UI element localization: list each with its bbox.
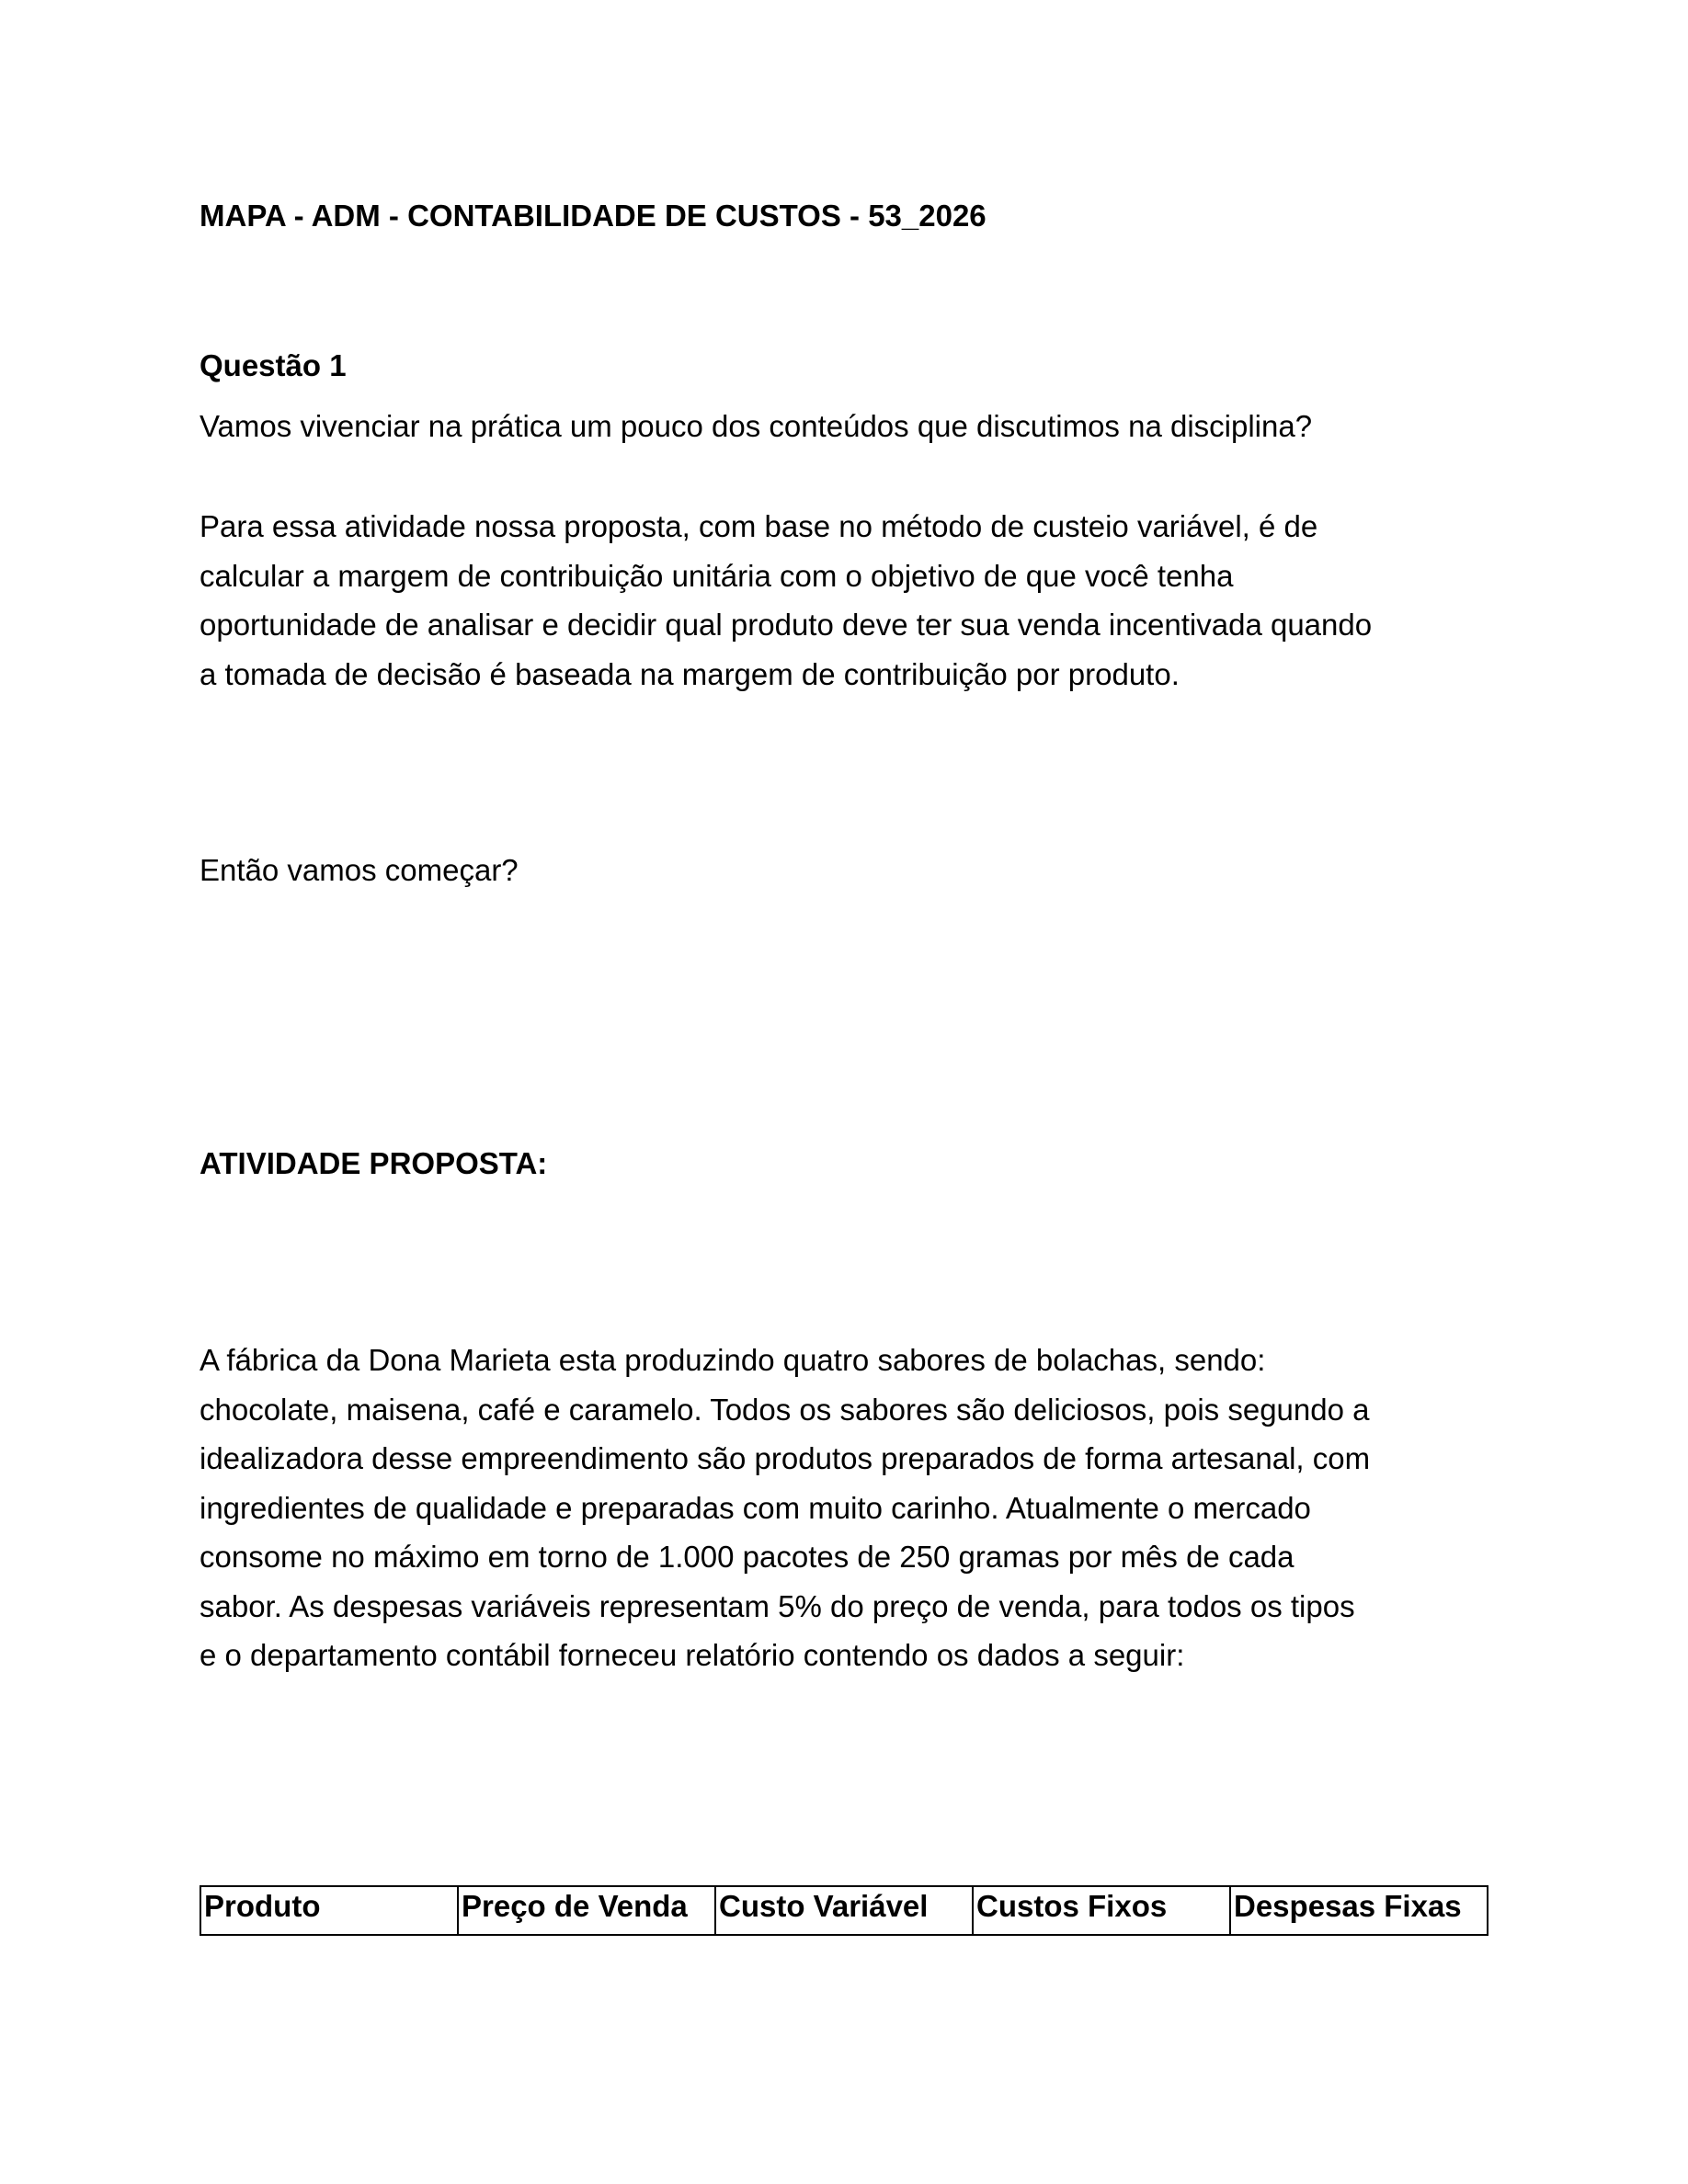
activity-paragraph-line: e o departamento contábil forneceu relatório contendo os dados a seguir:	[200, 1638, 1185, 1672]
question-paragraph-line: Para essa atividade nossa proposta, com base no método de custeio variável, é de	[200, 509, 1318, 543]
activity-paragraph-line: chocolate, maisena, café e caramelo. Todos os sabores são deliciosos, pois segundo a	[200, 1392, 1370, 1427]
header-custo-variavel: Custo Variável	[715, 1886, 973, 1935]
header-custos-fixos: Custos Fixos	[973, 1886, 1230, 1935]
question-closing: Então vamos começar?	[200, 853, 519, 887]
products-table	[200, 1885, 1488, 1936]
question-paragraph-line: oportunidade de analisar e decidir qual produto deve ter sua venda incentivada quando	[200, 608, 1373, 642]
activity-paragraph-line: consome no máximo em torno de 1.000 pacotes de 250 gramas por mês de cada	[200, 1540, 1295, 1574]
activity-paragraph-line: sabor. As despesas variáveis representam 5% do preço de venda, para todos os tipos	[200, 1588, 1355, 1623]
question-paragraph-line: calcular a margem de contribuição unitária com o objetivo de que você tenha	[200, 558, 1234, 593]
question-paragraph	[200, 502, 1505, 699]
header-produto: Produto	[200, 1886, 458, 1935]
question-label: Questão 1	[200, 348, 347, 382]
activity-paragraph	[200, 1336, 1505, 1680]
question-intro: Vamos vivenciar na prática um pouco dos conteúdos que discutimos na disciplina?	[200, 409, 1313, 443]
activity-paragraph-line: ingredientes de qualidade e preparadas com muito carinho. Atualmente o mercado	[200, 1490, 1311, 1525]
header-despesas-fixas: Despesas Fixas	[1230, 1886, 1488, 1935]
activity-paragraph-line: idealizadora desse empreendimento são produtos preparados de forma artesanal, com	[200, 1441, 1371, 1475]
activity-paragraph-line: A fábrica da Dona Marieta esta produzindo quatro sabores de bolachas, sendo:	[200, 1343, 1266, 1377]
header-preco-de-venda: Preço de Venda	[458, 1886, 715, 1935]
question-paragraph-line: a tomada de decisão é baseada na margem de contribuição por produto.	[200, 656, 1180, 691]
activity-heading: ATIVIDADE PROPOSTA:	[200, 1146, 548, 1180]
table-header-row	[200, 1886, 1488, 1935]
document-title: MAPA - ADM - CONTABILIDADE DE CUSTOS - 53_2026	[200, 199, 987, 233]
